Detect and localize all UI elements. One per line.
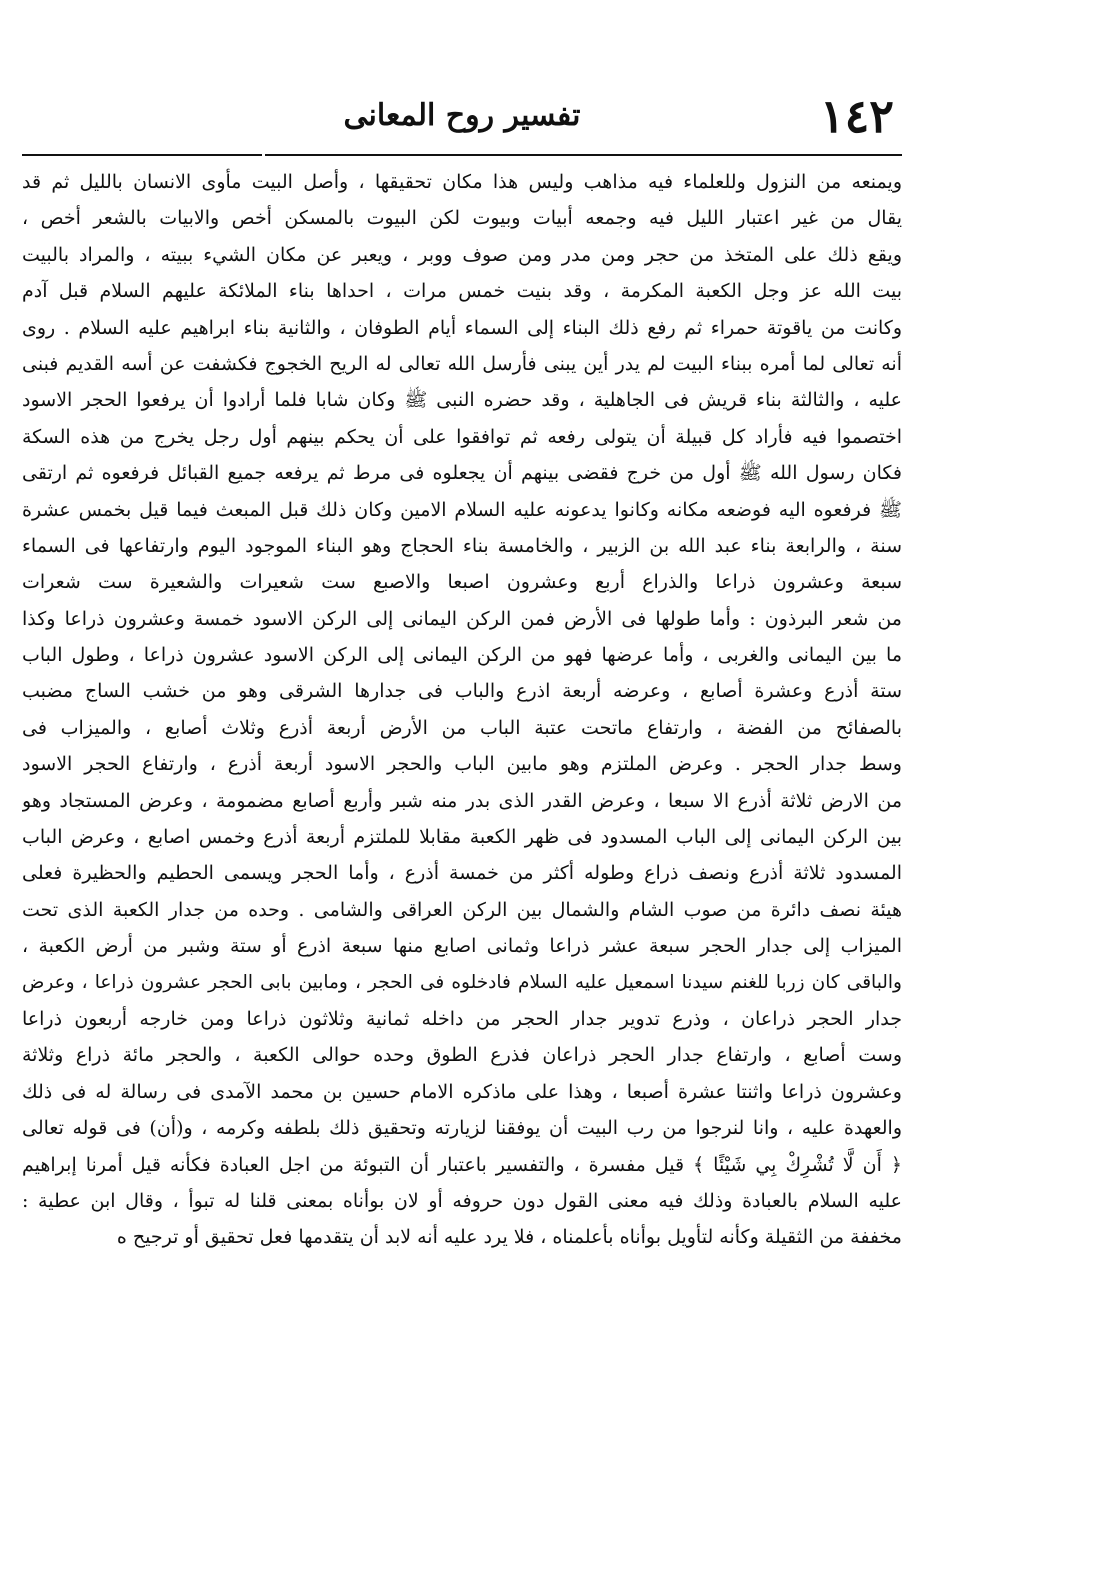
text-line: وسط جدار الحجر . وعرض الملتزم وهو مابين الباب والحجر الاسود أربعة أذرع ، وارتفاع الحجر الاسود xyxy=(22,753,902,776)
text-line: عليه السلام بالعبادة وذلك فيه معنى القول دون حروفه أو لان بوأناه بمعنى قلنا له تبوأ ، وقال ابن عطية : xyxy=(22,1189,902,1212)
text-line: من شعر البرذون : وأما طولها فى الأرض فمن الركن اليمانى إلى الركن الاسود خمسة وعشرون ذراعا وكذا xyxy=(22,607,902,630)
text-line: المسدود ثلاثة أذرع ونصف ذراع وطوله أكثر من خمسة أذرع ، وأما الحجر ويسمى الحطيم والحظيرة فعلى xyxy=(22,862,902,885)
header-rule-left xyxy=(22,154,262,156)
text-line: جدار الحجر ذراعان ، وذرع تدوير جدار الحجر من داخله ثمانية وثلاثون ذراعا ومن خارجه أربعون ذراعا xyxy=(22,1007,902,1030)
text-line: من الارض ثلاثة أذرع الا سبعا ، وعرض القدر الذى بدر منه شبر وأربع أصابع مضمومة ، وعرض المستجاد وهو xyxy=(22,789,902,812)
text-line: سنة ، والرابعة بناء عبد الله بن الزبير ، والخامسة بناء الحجاج وهو البناء الموجود اليوم وارتفاعها فى السماء xyxy=(22,534,902,557)
text-line: الميزاب إلى جدار الحجر سبعة عشر ذراعا وثمانى اصابع منها سبعة اذرع أو ستة وشبر من أرض الكعبة ، xyxy=(22,935,902,958)
text-line: بيت الله عز وجل الكعبة المكرمة ، وقد بنيت خمس مرات ، احداها بناء الملائكة عليهم السلام قبل آدم xyxy=(22,280,902,303)
text-line: وعشرون ذراعا واثنتا عشرة أصبعا ، وهذا على ماذكره الامام حسين بن محمد الآمدى فى رسالة له فى ذلك xyxy=(22,1080,902,1103)
text-line: بالصفائح من الفضة ، وارتفاع ماتحت عتبة الباب من الأرض أربعة أذرع وثلاث أصابع ، والميزاب فى xyxy=(22,716,902,739)
text-line: ﷺ فرفعوه اليه فوضعه مكانه وكانوا يدعونه عليه السلام الامين وكان ذلك قبل المبعث فيما قيل بخمس عشرة xyxy=(22,498,902,521)
text-line: والعهدة عليه ، وانا لنرجوا من رب البيت أن يوفقنا لزيارته وتحقيق ذلك بلطفه وكرمه ، و(أن) فى قوله تعالى xyxy=(22,1117,902,1140)
text-line: سبعة وعشرون ذراعا والذراع أربع وعشرون اصبعا والاصبع ست شعيرات والشعيرة ست شعرات xyxy=(22,571,902,594)
text-line: مخففة من الثقيلة وكأنه لتأويل بوأناه بأعلمناه ، فلا يرد عليه أنه لابد أن يتقدمها فعل تحقيق أو ترجيح ه xyxy=(116,1226,902,1249)
text-line: ما بين اليمانى والغربى ، وأما عرضها فهو من الركن اليمانى إلى الركن الاسود عشرون ذراعا ، وطول الباب xyxy=(22,644,902,667)
text-line: ويمنعه من النزول وللعلماء فيه مذاهب وليس هذا مكان تحقيقها ، وأصل البيت مأوى الانسان بالليل ثم قد xyxy=(22,171,902,193)
body-text xyxy=(22,164,902,1256)
text-line: والباقى كان زربا للغنم سيدنا اسمعيل عليه السلام فادخلوه فى الحجر ، ومابين بابى الحجر عشرون ذراعا ، وعرض xyxy=(22,971,902,993)
text-line: ويقع ذلك على المتخذ من حجر ومن مدر ومن صوف ووبر ، ويعبر عن مكان الشيء ببيته ، والمراد بالبيت xyxy=(22,243,902,266)
text-line: وست أصابع ، وارتفاع جدار الحجر ذراعان فذرع الطوق وحده حوالى الكعبة ، والحجر مائة ذراع وثلاثة xyxy=(22,1044,902,1067)
text-line: ستة أذرع وعشرة أصابع ، وعرضه أربعة اذرع والباب فى جدارها الشرقى وهو من خشب الساج مضبب xyxy=(22,680,902,703)
text-line: أنه تعالى لما أمره ببناء البيت لم يدر أين يبنى فأرسل الله تعالى له الريح الخجوج فكشفت عن أسه القديم فبنى xyxy=(22,352,902,375)
text-line: وكانت من ياقوتة حمراء ثم رفع ذلك البناء إلى السماء أيام الطوفان ، والثانية بناء ابراهيم عليه السلام . روى xyxy=(22,316,902,339)
text-line: فكان رسول الله ﷺ أول من خرج فقضى بينهم أن يجعلوه فى مرط ثم يرفعه جميع القبائل فرفعوه ثم ارتقى xyxy=(22,462,902,485)
text-line: ﴿ أَن لَّا تُشْرِكْ بِي شَيْئًا ﴾ قيل مفسرة ، والتفسير باعتبار أن التبوئة من اجل العبادة فكأنه قيل أمرنا إبراهيم xyxy=(22,1153,902,1176)
running-title: تفسير روح المعانى xyxy=(343,98,581,133)
text-line: هيئة نصف دائرة من صوب الشام والشمال بين الركن العراقى والشامى . وحده من جدار الكعبة الذى تحت xyxy=(22,898,902,921)
text-line: عليه ، والثالثة بناء قريش فى الجاهلية ، وقد حضره النبى ﷺ وكان شابا فلما أرادوا أن يرفعوا الحجر الاسود xyxy=(22,389,902,412)
text-line: يقال من غير اعتبار الليل فيه وجمعه أبيات وبيوت لكن البيوت بالمسكن أخص والابيات بالشعر أخص ، xyxy=(22,207,902,230)
page-header xyxy=(22,86,902,146)
text-line: اختصموا فيه فأراد كل قبيلة أن يتولى رفعه ثم توافقوا على أن يحكم بينهم أول رجل يخرج من هذه السكة xyxy=(22,425,902,448)
page-number: ١٤٢ xyxy=(819,89,894,143)
text-line: بين الركن اليمانى إلى الباب المسدود فى ظهر الكعبة مقابلا للملتزم أربعة أذرع وخمس اصابع ، وعرض الباب xyxy=(22,826,902,849)
header-rule-right xyxy=(265,154,902,156)
